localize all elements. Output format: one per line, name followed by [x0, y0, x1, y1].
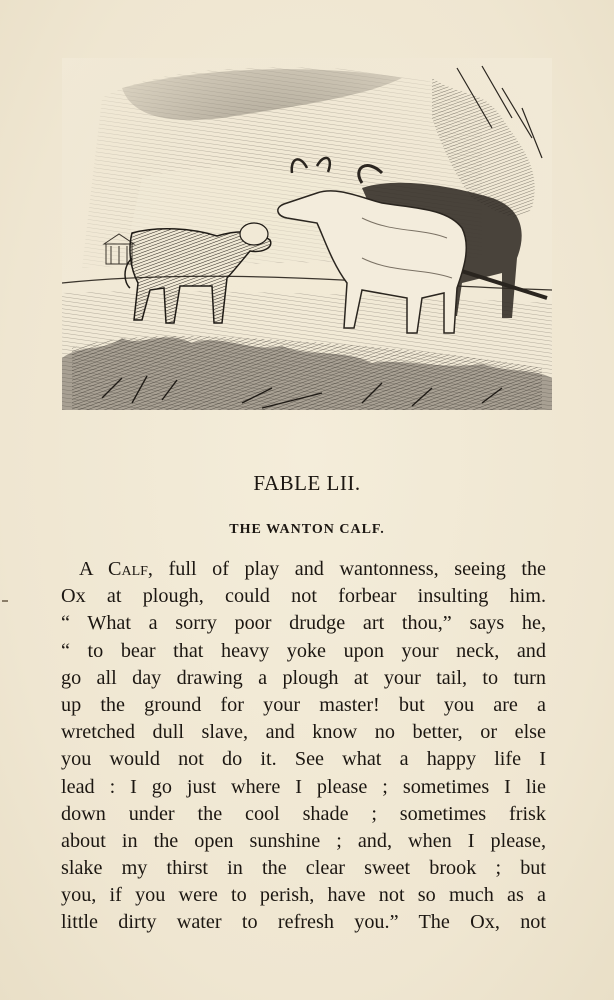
body-line: go all day drawing a plough at your tail, to turn: [61, 666, 546, 689]
body-line: slake my thirst in the clear sweet brook ; but: [61, 857, 546, 880]
body-line: Ox at plough, could not forbear insulting him.: [61, 585, 546, 608]
body-line: “ to bear that heavy yoke upon your neck, and: [61, 639, 546, 662]
opening-article: A: [79, 558, 93, 580]
opening-word: Calf,: [108, 558, 153, 580]
first-line-rest: full of play and wantonness, seeing the: [152, 558, 547, 580]
body-line: about in the open sunshine ; and, when I please,: [61, 829, 546, 852]
fable-illustration: [62, 58, 552, 410]
body-line: “ What a sorry poor drudge art thou,” says he,: [61, 612, 546, 635]
body-line: lead : I go just where I please ; sometimes I lie: [61, 775, 546, 798]
body-line: down under the cool shade ; sometimes frisk: [61, 802, 546, 825]
body-line: little dirty water to refresh you.” The Ox, not: [61, 911, 546, 934]
body-line-1: [61, 556, 546, 583]
margin-mark: [2, 600, 8, 602]
body-line: wretched dull slave, and know no better, or else: [61, 721, 546, 744]
body-line: you would not do it. See what a happy life I: [61, 748, 546, 771]
fable-body: [61, 556, 546, 937]
fable-title-heading: THE WANTON CALF.: [229, 522, 385, 537]
body-line: up the ground for your master! but you are a: [61, 693, 546, 716]
fable-number-heading: FABLE LII.: [253, 471, 361, 495]
body-line: you, if you were to perish, have not so much as a: [61, 884, 546, 907]
